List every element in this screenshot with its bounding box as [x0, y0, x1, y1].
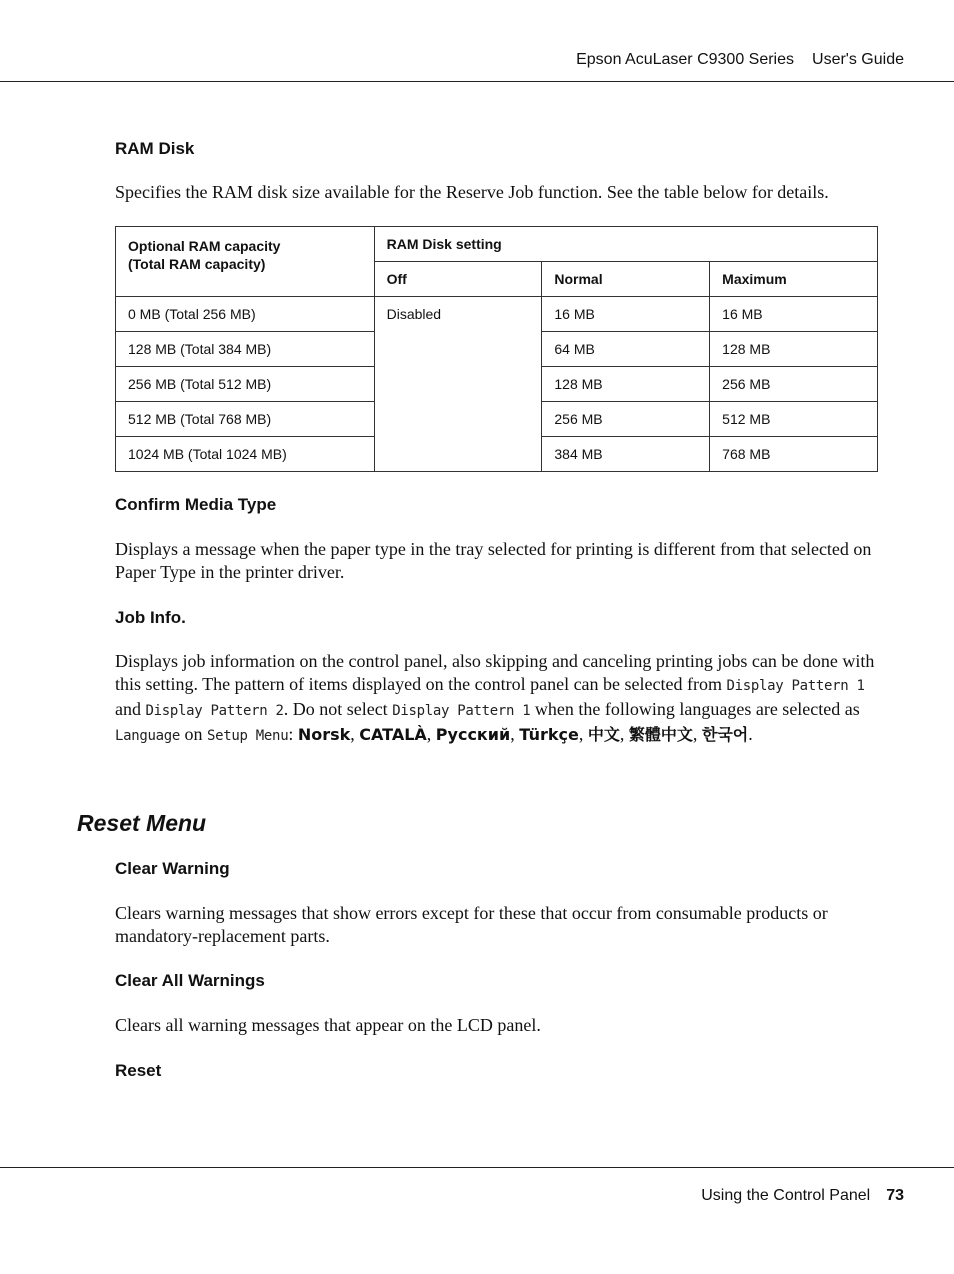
language-norsk: Norsk [297, 725, 351, 744]
footer-divider [0, 1167, 954, 1168]
language-chinese-traditional: 繁體中文 [628, 725, 693, 744]
display-pattern-1: Display Pattern 1 [726, 678, 865, 694]
capacity-cell: 0 MB (Total 256 MB) [116, 297, 375, 332]
normal-cell: 128 MB [542, 367, 710, 402]
normal-cell: 384 MB [542, 437, 710, 472]
job-info-heading: Job Info. [115, 608, 186, 627]
reset-heading: Reset [115, 1061, 162, 1080]
clear-warning-description: Clears warning messages that show errors except for these that occur from consumable products or mandatory-replacement parts. [115, 903, 828, 946]
job-info-description: Displays job information on the control panel, also skipping and canceling printing jobs can be done with this setting. The pattern of items displayed on the control panel can be selected from Display Pattern 1 and Display Pattern 2. Do not select Display Pattern 1 when the following languages are selected as Language on Setup Menu: Norsk, CATALÀ, Русский, Türkçe, 中文, 繁體中文, 한국어. [115, 651, 875, 744]
language-turkish: Türkçe [519, 725, 579, 744]
capacity-cell: 256 MB (Total 512 MB) [116, 367, 375, 402]
capacity-header-line1: Optional RAM capacity [128, 238, 281, 254]
clear-all-warnings-heading: Clear All Warnings [115, 971, 265, 990]
language-chinese-simplified: 中文 [587, 725, 620, 744]
ram-disk-heading: RAM Disk [115, 139, 195, 158]
capacity-header [116, 227, 375, 297]
off-cell: Disabled [374, 297, 542, 472]
job-info-text: and [115, 699, 146, 719]
job-info-text: . Do not select [283, 699, 393, 719]
capacity-header-line2: (Total RAM capacity) [128, 256, 266, 272]
job-info-text: on [180, 724, 208, 744]
maximum-cell: 512 MB [710, 402, 878, 437]
ram-disk-table [115, 226, 878, 472]
reset-menu-title: Reset Menu [77, 810, 207, 836]
off-header: Off [374, 262, 542, 297]
normal-header: Normal [542, 262, 710, 297]
job-info-text: Displays job information on the control panel, also skipping and canceling printing jobs can be done with this setting. The pattern of items displayed on the control panel can be selected from [115, 651, 875, 694]
capacity-cell: 1024 MB (Total 1024 MB) [116, 437, 375, 472]
maximum-header: Maximum [710, 262, 878, 297]
job-info-text: : [288, 724, 298, 744]
language-catala: CATALÀ [359, 725, 427, 744]
job-info-text: . [748, 724, 753, 744]
maximum-cell: 256 MB [710, 367, 878, 402]
maximum-cell: 16 MB [710, 297, 878, 332]
language-russian: Русский [435, 725, 511, 744]
normal-cell: 16 MB [542, 297, 710, 332]
table-row [116, 297, 878, 332]
page-number: 73 [886, 1187, 904, 1204]
normal-cell: 64 MB [542, 332, 710, 367]
display-pattern-2: Display Pattern 2 [145, 703, 284, 719]
normal-cell: 256 MB [542, 402, 710, 437]
confirm-media-type-heading: Confirm Media Type [115, 495, 277, 514]
header-product: Epson AcuLaser C9300 Series [576, 51, 795, 68]
ram-disk-description: Specifies the RAM disk size available for the Reserve Job function. See the table below for details. [115, 182, 829, 202]
page-footer [701, 1187, 904, 1205]
confirm-media-type-description: Displays a message when the paper type in the tray selected for printing is different from that selected on Paper Type in the printer driver. [115, 539, 872, 582]
clear-warning-heading: Clear Warning [115, 859, 230, 878]
setup-menu: Setup Menu [207, 728, 289, 744]
footer-section: Using the Control Panel [701, 1187, 871, 1204]
capacity-cell: 512 MB (Total 768 MB) [116, 402, 375, 437]
header-text [576, 51, 904, 69]
job-info-text: when the following languages are selected as [530, 699, 860, 719]
language-korean: 한국어 [701, 725, 749, 744]
maximum-cell: 128 MB [710, 332, 878, 367]
header-guide: User's Guide [812, 51, 904, 68]
capacity-cell: 128 MB (Total 384 MB) [116, 332, 375, 367]
display-pattern-1: Display Pattern 1 [392, 703, 531, 719]
table-header-row [116, 227, 878, 262]
maximum-cell: 768 MB [710, 437, 878, 472]
ram-disk-setting-header: RAM Disk setting [374, 227, 877, 262]
language-setting: Language [115, 728, 181, 744]
page-header [0, 0, 954, 82]
clear-all-warnings-description: Clears all warning messages that appear on the LCD panel. [115, 1015, 541, 1035]
